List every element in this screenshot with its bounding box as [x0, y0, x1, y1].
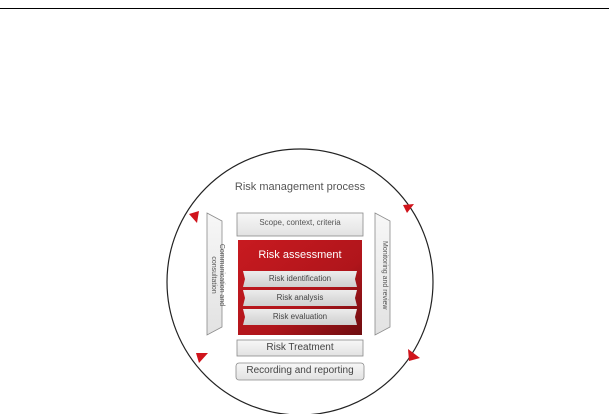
- risk-identification-label: Risk identification: [268, 274, 332, 283]
- monitoring-label: Monitoring and review: [381, 241, 388, 310]
- communication-label-text: Communication and consultation: [209, 243, 225, 307]
- cycle-arrow-top-left: [189, 211, 199, 223]
- cycle-arrow-bottom-left: [196, 353, 208, 363]
- risk-analysis-label: Risk analysis: [276, 293, 324, 302]
- risk-evaluation-label: Risk evaluation: [272, 312, 328, 321]
- recording-label: Recording and reporting: [246, 365, 354, 376]
- communication-label: [201, 243, 225, 307]
- scope-label: Scope, context, criteria: [259, 218, 341, 227]
- diagram-title: Risk management process: [234, 181, 366, 193]
- risk-assessment-title: Risk assessment: [258, 249, 342, 261]
- risk-treatment-label: Risk Treatment: [266, 342, 334, 353]
